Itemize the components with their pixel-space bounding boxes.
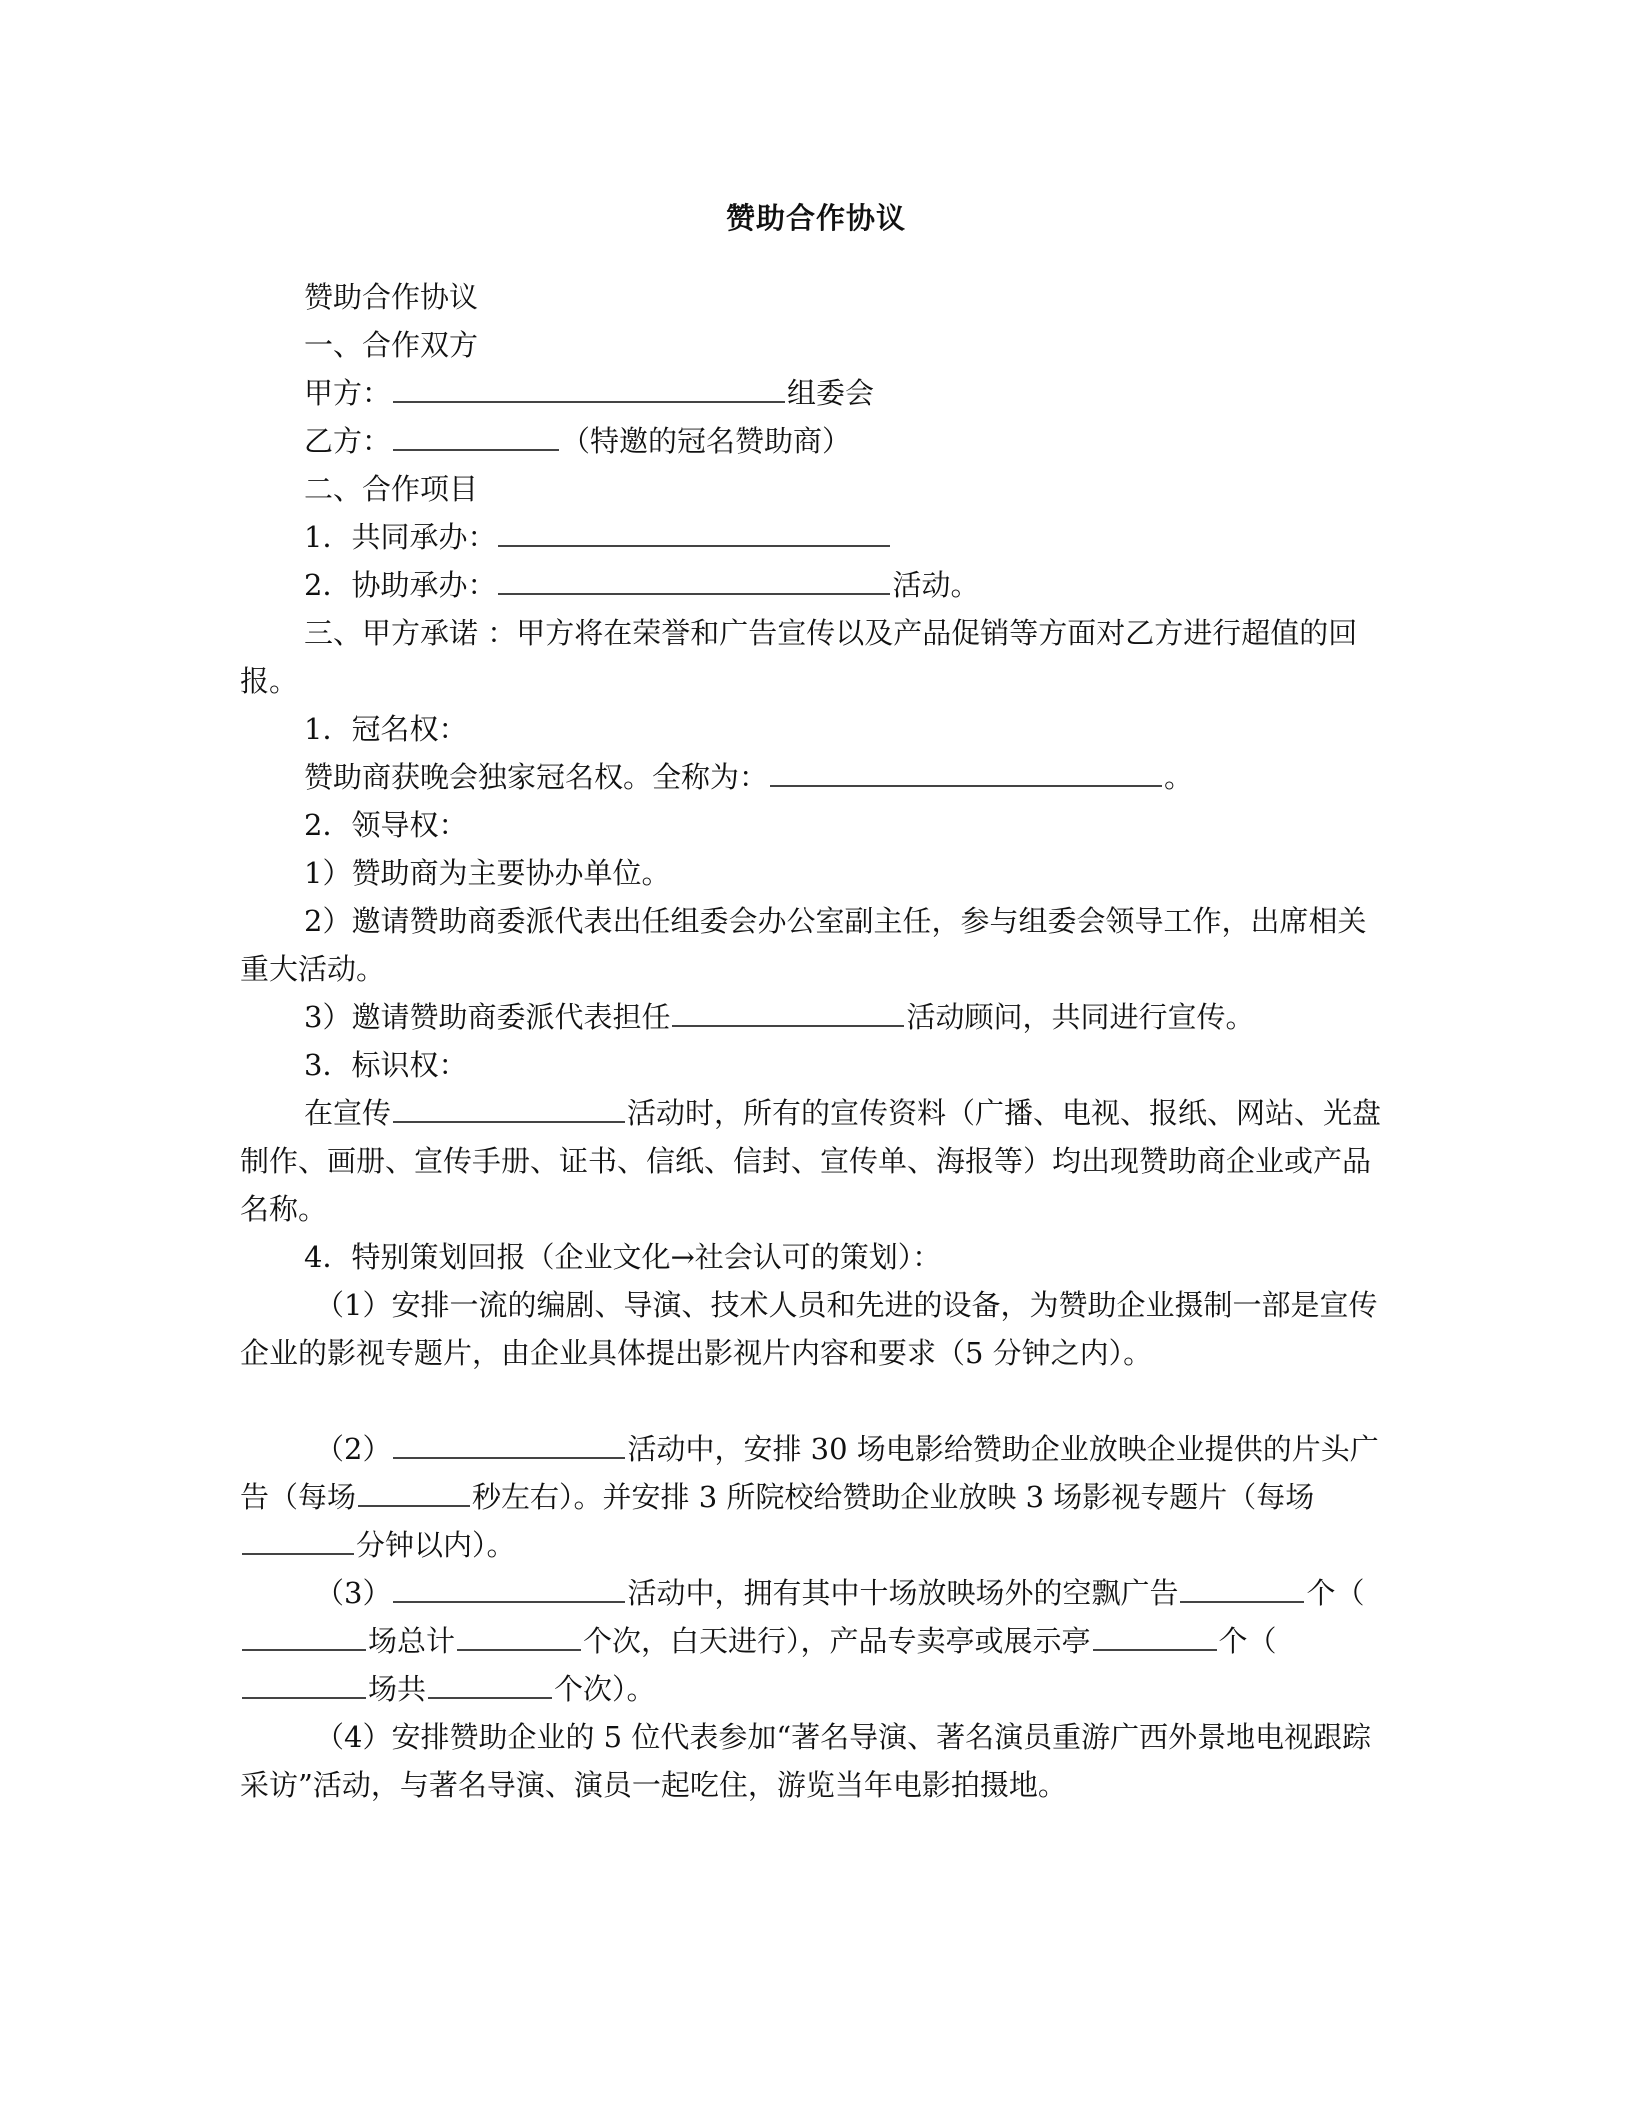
text: 个次，白天进行），产品专卖亭或展示亭 <box>583 1624 1091 1658</box>
blank-field[interactable] <box>242 1671 366 1699</box>
blank-field[interactable] <box>242 1527 354 1555</box>
paragraph <box>240 1425 1390 1569</box>
item-line <box>240 849 1390 897</box>
paragraph <box>240 609 1390 705</box>
blank-field[interactable] <box>498 519 890 547</box>
blank-field[interactable] <box>1180 1575 1304 1603</box>
text: 活动。 <box>892 568 980 602</box>
text: 一、合作双方 <box>304 328 479 362</box>
item-line <box>240 513 1390 561</box>
text: 2）邀请赞助商委派代表出任组委会办公室副主任，参与组委会领导工作，出席相关重大活动。 <box>240 904 1367 986</box>
blank-field[interactable] <box>393 1095 625 1123</box>
item-line <box>240 1041 1390 1089</box>
section-heading <box>240 321 1390 369</box>
blank-field[interactable] <box>393 423 559 451</box>
text: （2） <box>315 1432 392 1466</box>
text: （3） <box>315 1576 392 1610</box>
item-line <box>240 1233 1390 1281</box>
text: 组委会 <box>787 376 875 410</box>
blank-field[interactable] <box>770 759 1162 787</box>
blank-field[interactable] <box>242 1623 366 1651</box>
text: 3．标识权： <box>304 1048 468 1082</box>
blank-field[interactable] <box>498 567 890 595</box>
blank-field[interactable] <box>358 1479 470 1507</box>
text: 活动时，所有的宣传资料（广播、电视、报纸、网站、光盘制作、画册、宣传手册、证书、信纸、信封、宣传单、海报等）均出现赞助商企业或产品名称。 <box>240 1096 1382 1226</box>
paragraph <box>240 897 1390 993</box>
section-heading <box>240 465 1390 513</box>
text: 个（ <box>1218 1624 1277 1658</box>
text: 乙方： <box>304 424 392 458</box>
item-line <box>240 993 1390 1041</box>
text: 4．特别策划回报（企业文化→社会认可的策划）： <box>304 1240 942 1274</box>
text: 活动中，安排 30 场电影给赞助企业放映企业提供的片头广告（每场 <box>240 1432 1379 1514</box>
paragraph <box>240 273 1390 321</box>
document-title: 赞助合作协议 <box>725 201 906 235</box>
text: （1）安排一流的编剧、导演、技术人员和先进的设备，为赞助企业摄制一部是宣传企业的影视专题片，由企业具体提出影视片内容和要求（5 分钟之内）。 <box>240 1288 1378 1370</box>
text: 1）赞助商为主要协办单位。 <box>304 856 671 890</box>
text: 1．共同承办： <box>304 520 497 554</box>
text: 场共 <box>368 1672 427 1706</box>
paragraph <box>240 1281 1390 1377</box>
blank-field[interactable] <box>457 1623 581 1651</box>
text: 赞助合作协议 <box>304 280 479 314</box>
blank-field[interactable] <box>393 375 785 403</box>
text: 甲方： <box>304 376 392 410</box>
text: 赞助商获晚会独家冠名权。全称为： <box>304 760 769 794</box>
text: 活动顾问，共同进行宣传。 <box>906 1000 1255 1034</box>
text: 3）邀请赞助商委派代表担任 <box>304 1000 671 1034</box>
paragraph <box>240 1713 1390 1809</box>
item-line <box>240 561 1390 609</box>
blank-field[interactable] <box>393 1431 625 1459</box>
text: 个（ <box>1306 1576 1365 1610</box>
text: 。 <box>1164 760 1194 794</box>
text: （特邀的冠名赞助商） <box>561 424 852 458</box>
text: 2．领导权： <box>304 808 468 842</box>
text: 二、合作项目 <box>304 472 479 506</box>
text: 分钟以内）。 <box>356 1528 516 1562</box>
text: 活动中，拥有其中十场放映场外的空飘广告 <box>627 1576 1179 1610</box>
blank-field[interactable] <box>672 999 904 1027</box>
item-line <box>240 705 1390 753</box>
text: 场总计 <box>368 1624 456 1658</box>
item-line <box>240 801 1390 849</box>
text: 2．协助承办： <box>304 568 497 602</box>
party-a-line <box>240 369 1390 417</box>
text: 1．冠名权： <box>304 712 468 746</box>
party-b-line <box>240 417 1390 465</box>
spacer <box>240 1377 1390 1425</box>
text: 个次）。 <box>554 1672 656 1706</box>
text: 在宣传 <box>304 1096 392 1130</box>
text: （4）安排赞助企业的 5 位代表参加“著名导演、著名演员重游广西外景地电视跟踪采访”活动，与著名导演、演员一起吃住，游览当年电影拍摄地。 <box>240 1720 1372 1802</box>
item-line <box>240 753 1390 801</box>
paragraph <box>240 1089 1390 1233</box>
blank-field[interactable] <box>393 1575 625 1603</box>
document-body <box>240 273 1390 1809</box>
text: 三、甲方承诺 ：甲方将在荣誉和广告宣传以及产品促销等方面对乙方进行超值的回报。 <box>240 616 1358 698</box>
text: 秒左右）。并安排 3 所院校给赞助企业放映 3 场影视专题片（每场 <box>472 1480 1315 1514</box>
paragraph <box>240 1569 1390 1713</box>
blank-field[interactable] <box>428 1671 552 1699</box>
blank-field[interactable] <box>1093 1623 1217 1651</box>
